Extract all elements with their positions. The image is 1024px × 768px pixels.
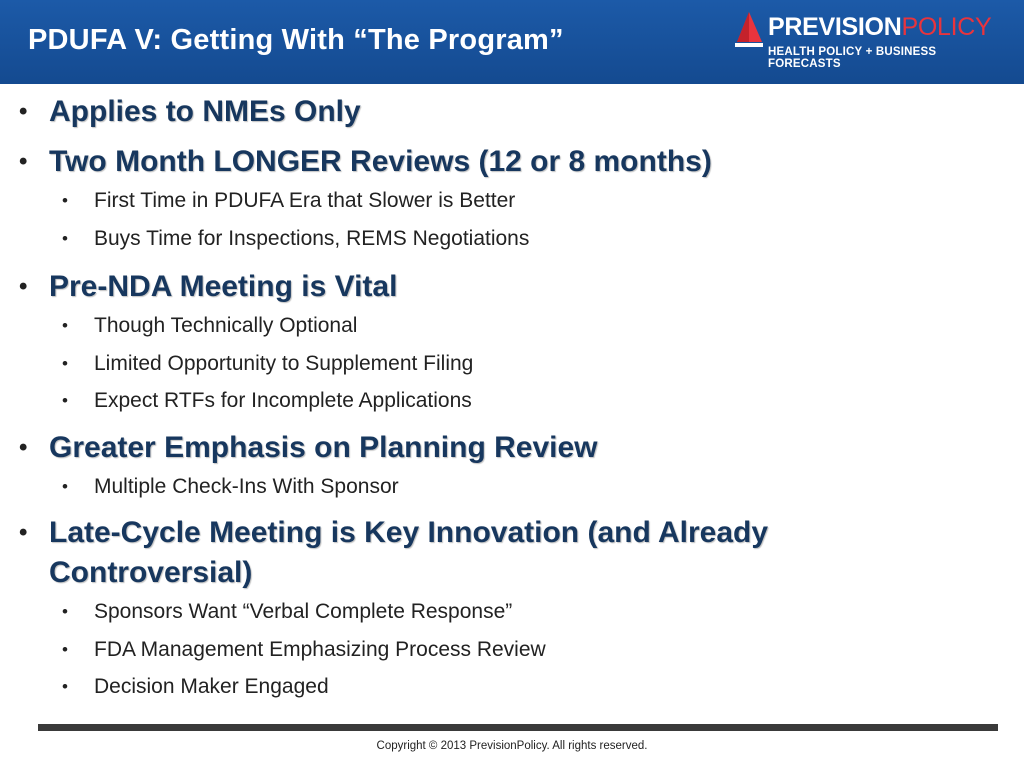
sub-bullet-marker: •: [62, 191, 68, 210]
logo-tagline: HEALTH POLICY + BUSINESS FORECASTS: [768, 46, 937, 70]
sub-bullet-item: [0, 382, 1024, 420]
sub-bullet-text: Limited Opportunity to Supplement Filing: [94, 351, 474, 375]
bullet-item: [0, 428, 929, 468]
sub-bullet-marker: •: [62, 391, 68, 410]
bullet-item-text: Applies to NMEs Only: [49, 95, 361, 128]
sub-bullet-item: [0, 182, 1024, 220]
sub-bullet-text: Sponsors Want “Verbal Complete Response”: [94, 600, 513, 623]
sub-bullet-text: Multiple Check-Ins With Sponsor: [94, 474, 399, 498]
sub-bullet-text: Decision Maker Engaged: [94, 675, 329, 698]
sub-bullet-text: First Time in PDUFA Era that Slower is Better: [94, 189, 516, 212]
sub-bullet-item: [0, 593, 1024, 631]
sub-bullet-item: [0, 468, 1024, 506]
sub-bullet-item: [0, 631, 1024, 669]
bullet-item-text: Late-Cycle Meeting is Key Innovation (and Already Controversial): [49, 516, 769, 589]
sail-icon: [734, 10, 764, 50]
sub-bullet-text: Expect RTFs for Incomplete Applications: [94, 389, 472, 412]
slide-title: PDUFA V: Getting With “The Program”: [28, 24, 564, 56]
sub-bullet-item: [0, 307, 1024, 345]
bullet-item-text: Two Month LONGER Reviews (12 or 8 months): [49, 145, 712, 178]
bullet-marker: •: [19, 519, 28, 546]
sub-bullet-marker: •: [62, 677, 68, 696]
sub-bullet-item: [0, 668, 1024, 706]
logo-name-part1: PREVISION: [768, 13, 902, 41]
bullet-item-text: Greater Emphasis on Planning Review: [49, 430, 598, 464]
sub-bullet-text: FDA Management Emphasizing Process Review: [94, 637, 546, 661]
bullet-item: [0, 267, 929, 307]
footer-divider: [38, 724, 998, 731]
bullet-item: [0, 142, 929, 182]
bullet-marker: •: [19, 433, 28, 461]
sub-bullet-marker: •: [62, 316, 68, 335]
logo-wordmark: [768, 13, 991, 42]
bullet-item-text: Pre-NDA Meeting is Vital: [49, 270, 398, 303]
sub-bullet-marker: •: [62, 602, 68, 621]
title-banner: [0, 0, 1024, 84]
copyright-text: Copyright © 2013 PrevisionPolicy. All rights reserved.: [376, 740, 648, 752]
sub-bullet-marker: •: [62, 639, 68, 659]
bullet-item: [0, 513, 929, 593]
bullet-list: [0, 92, 1024, 706]
sub-bullet-text: Buys Time for Inspections, REMS Negotiations: [94, 226, 530, 250]
sub-bullet-marker: •: [62, 476, 68, 496]
sub-bullet-marker: •: [62, 228, 68, 248]
bullet-marker: •: [19, 98, 28, 125]
bullet-marker: •: [19, 148, 28, 175]
bullet-item: [0, 92, 929, 132]
sub-bullet-item: [0, 220, 1024, 258]
bullet-marker: •: [19, 273, 28, 300]
sub-bullet-item: [0, 345, 1024, 383]
prevision-policy-logo: [734, 8, 1004, 74]
logo-name-part2: POLICY: [901, 13, 992, 41]
sub-bullet-text: Though Technically Optional: [94, 314, 358, 337]
sub-bullet-marker: •: [62, 353, 68, 373]
